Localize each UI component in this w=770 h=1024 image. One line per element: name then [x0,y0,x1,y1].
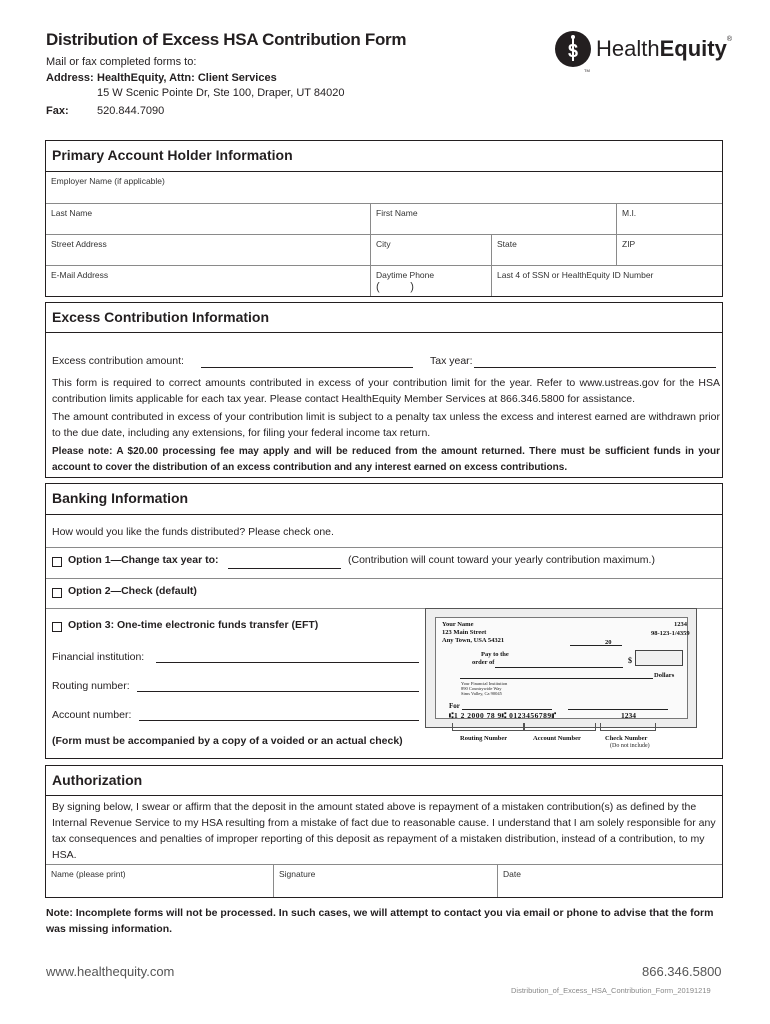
logo-mark: $ [567,41,579,61]
footer-form-id: Distribution_of_Excess_HSA_Contribution_Form_20191219 [511,986,711,995]
email-field[interactable]: E-Mail Address [46,265,370,296]
excess-section-title: Excess Contribution Information [46,303,722,333]
check-order-of: order of [472,659,495,666]
daytime-phone-label: Daytime Phone [376,270,435,280]
address-line1: HealthEquity, Attn: Client Services [97,72,277,84]
option3-label: Option 3: One-time electronic funds transfer (EFT) [68,619,319,631]
check-date-suffix: 20 [605,639,612,646]
option1-checkbox[interactable] [52,557,62,567]
routing-line[interactable] [137,691,419,692]
account-label: Account number: [52,709,132,721]
check-dollars: Dollars [654,672,675,679]
option2-label: Option 2—Check (default) [68,585,197,597]
street-address-field[interactable]: Street Address [46,234,370,265]
account-line[interactable] [139,720,419,721]
print-name-field[interactable]: Name (please print) [46,864,273,897]
date-field[interactable]: Date [497,864,722,897]
state-field[interactable]: State [491,234,616,265]
incomplete-forms-note: Note: Incomplete forms will not be processed. In such cases, we will attempt to contact you via email or phone to advise that the form was missing information. [46,907,714,935]
check-date-line [570,645,622,646]
check-amount-box [635,650,683,666]
daytime-phone-field[interactable] [370,265,491,296]
distribution-question: How would you like the funds distributed? Please check one. [52,526,334,538]
ssn-field[interactable]: Last 4 of SSN or HealthEquity ID Number [491,265,722,296]
phone-parens: ( ) [376,281,414,293]
option2-checkbox[interactable] [52,588,62,598]
check-written-amount-line [460,678,653,679]
account-bracket [524,723,596,731]
check-micr-number: 1234 [621,711,636,720]
voided-check-note: (Form must be accompanied by a copy of a voided or an actual check) [52,735,403,747]
check-payee-line [495,667,623,668]
last-name-field[interactable]: Last Name [46,203,370,234]
row-divider [46,578,722,579]
excess-paragraph-1: This form is required to correct amounts contributed in excess of your contribution limit for the year. Refer to www.ustreas.gov for the HSA contribution limits applicable for each tax year. Please contact HealthEquity Member Services at 866.346.5800 for assistance. [52,377,720,405]
check-dollar-sign: $ [628,656,632,665]
check-number-top: 1234 [674,621,687,628]
excess-paragraph-2: The amount contributed in excess of your contribution limit is subject to a penalty tax unless the excess and interest earned are withdrawn prior to the due date, including any extensions, for filing your federal income tax return. [52,411,720,439]
check-micr-line: ⑆1 2 2000 78 9⑆ 0123456789⑈ [449,711,557,720]
page-title: Distribution of Excess HSA Contribution Form [46,30,407,49]
check-pay-to: Pay to the [481,651,509,658]
fax-number: 520.844.7090 [97,105,165,117]
option1-note: (Contribution will count toward your yearly contribution maximum.) [348,554,655,566]
zip-field[interactable]: ZIP [616,234,722,265]
footer-website[interactable]: www.healthequity.com [46,964,175,979]
routing-label: Routing number: [52,680,130,692]
option1-label: Option 1—Change tax year to: [68,554,219,566]
check-street: 123 Main Street [442,629,487,636]
signature-field[interactable]: Signature [273,864,497,897]
mi-field[interactable]: M.I. [616,203,722,234]
logo-wordmark: HealthEquity® [596,36,732,61]
fax-label: Fax: [46,105,69,117]
authorization-section-title: Authorization [46,766,722,796]
check-name: Your Name [442,621,474,628]
label-check-number: Check Number [605,735,648,742]
primary-account-section [45,140,723,297]
authorization-section [45,765,723,898]
authorization-text: By signing below, I swear or affirm that the deposit in the amount stated above is repayment of a mistaken contribution(s) as defined by the Internal Revenue Service to my HSA resulting from a mistake of fact due to reasonable cause. I understand that I am solely responsible for any tax consequences and penalties of improper reporting of this deposit as repayment of a mistaken distribution, instead of a contribution, to my HSA. [52,801,716,861]
check-number-bracket [600,723,656,731]
processing-fee-note: Please note: A $20.00 processing fee may apply and will be reduced from the amount returned. There must be sufficient funds in your account to cover the distribution of an excess contribution and any interest earned on excess contributions. [52,446,720,473]
label-account-number: Account Number [533,735,581,742]
check-signature-line [568,709,668,710]
routing-bracket [452,723,524,731]
excess-amount-label: Excess contribution amount: [52,355,184,367]
label-check-sub: (Do not include) [610,743,650,749]
first-name-field[interactable]: First Name [370,203,616,234]
check-town: Any Town, USA 54321 [442,637,505,644]
option1-tax-year-line[interactable] [228,568,341,569]
option3-checkbox[interactable] [52,622,62,632]
address-label: Address: [46,72,94,84]
address-line2: 15 W Scenic Pointe Dr, Ste 100, Draper, UT 84020 [97,87,345,99]
check-for-label: For [449,702,460,710]
row-divider [46,547,722,548]
institution-line[interactable] [156,662,419,663]
employer-name-field[interactable]: Employer Name (if applicable) [51,176,165,186]
check-bank-line2: 890 Countrywide Way [461,686,502,691]
primary-section-title: Primary Account Holder Information [46,141,722,172]
mail-note: Mail or fax completed forms to: [46,56,197,68]
tax-year-line[interactable] [474,367,716,368]
excess-amount-line[interactable] [201,367,413,368]
check-memo-line [462,709,552,710]
check-bank-line1: Your Financial Institution [461,681,508,686]
healthequity-logo-icon [554,30,592,68]
tax-year-label: Tax year: [430,355,473,367]
footer-phone: 866.346.5800 [642,964,722,979]
check-bank-line3: Sims Valley, Ca 90045 [461,691,502,696]
label-routing-number: Routing Number [460,735,508,742]
excess-contribution-section [45,302,723,478]
institution-label: Financial institution: [52,651,145,663]
logo-tm: TM [584,68,590,73]
check-fraction: 98-123-1/4359 [651,630,690,637]
banking-section-title: Banking Information [46,484,722,515]
city-field[interactable]: City [370,234,491,265]
